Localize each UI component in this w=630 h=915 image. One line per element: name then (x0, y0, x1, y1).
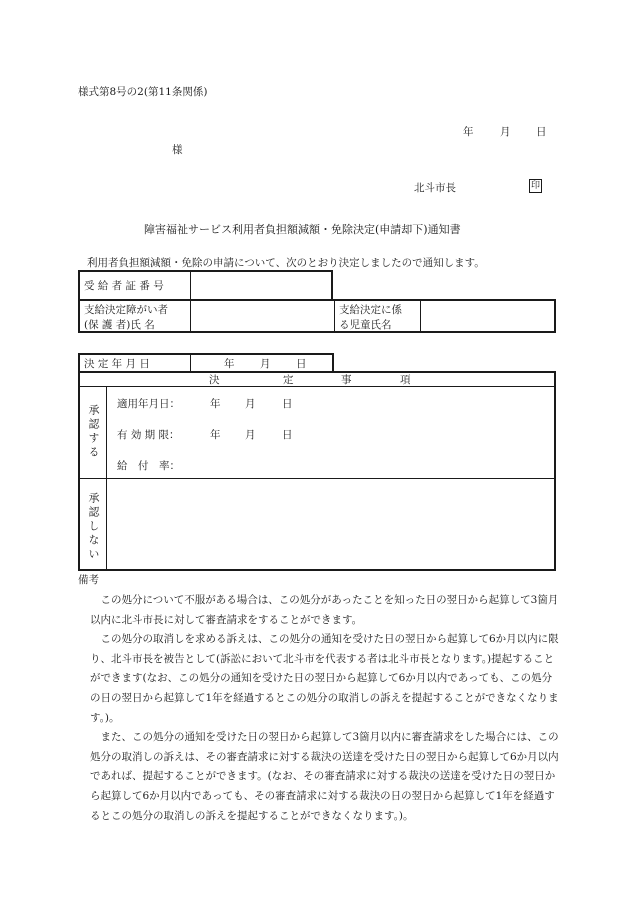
apply-date-label: 適用年月日： (117, 398, 180, 410)
decision-month-label: 月 (260, 358, 271, 370)
child-label-1: 支給決定に係 (339, 304, 402, 316)
apply-year: 年 (210, 398, 221, 410)
apply-month: 月 (245, 398, 256, 410)
remark-1: この処分について不服がある場合は、この処分があったことを知った日の翌日から起算して3箇月以内に北斗市長に対して審査請求をすることができます。 (90, 594, 559, 626)
seal-mark: 印 (530, 181, 540, 191)
intro-text: 利用者負担額減額・免除の申請について、次のとおり決定しましたので通知します。 (87, 257, 485, 269)
valid-month: 月 (245, 429, 256, 441)
addressee-suffix: 様 (172, 144, 183, 156)
matters-header-2: 定 (283, 374, 294, 386)
document-title: 障害福祉サービス利用者負担額減額・免除決定(申請却下)通知書 (144, 223, 461, 236)
decision-year-label: 年 (224, 358, 235, 370)
apply-day: 日 (282, 398, 293, 410)
valid-year: 年 (210, 429, 221, 441)
form-number: 様式第8号の2(第11条関係) (78, 86, 208, 98)
date-year-label: 年 (463, 126, 474, 138)
remarks-body (90, 591, 560, 826)
matters-header-4: 項 (400, 374, 411, 386)
remark-2: この処分の取消しを求める訴えは、この処分の通知を受けた日の翌日から起算して6か月以内に限り、北斗市長を被告として(訴訟において北斗市を代表する者は北斗市長となります。)提起することができます(なお、この処分の通知を受けた日の翌日から起算して6か月以内であっても、この処分の日の翌日から起算して1年を経過するとこの処分の取消しの訴えを提起することができなくなります。)。 (90, 633, 559, 724)
date-month-label: 月 (500, 126, 511, 138)
guardian-label-2: (保 護 者)氏 名 (84, 319, 155, 331)
guardian-label-1: 支給決定障がい者 (84, 304, 168, 316)
remark-3: また、この処分の通知を受けた日の翌日から起算して3箇月以内に審査請求をした場合には、この処分の取消しの訴えは、その審査請求に対する裁決の送達を受けた日の翌日から起算して6か月以内であれば、提起することができます。(なお、その審査請求に対する裁決の送達を受けた日の翌日から起算して6か月以内であっても、その審査請求に対する裁決の日の翌日から起算して1年を経過するとこの処分の取消しの訴えを提起することができなくなります。)。 (90, 731, 559, 822)
decision-day-label: 日 (296, 358, 307, 370)
date-day-label: 日 (536, 126, 547, 138)
child-label-2: る児童氏名 (339, 319, 392, 331)
benefit-rate-label: 給 付 率： (117, 460, 180, 472)
decision-date-label: 決 定 年 月 日 (84, 358, 150, 370)
issuer: 北斗市長 (414, 182, 456, 194)
valid-period-label: 有 効 期 限： (117, 429, 180, 441)
matters-header-1: 決 (209, 374, 220, 386)
remarks-heading: 備考 (78, 574, 99, 586)
cert-number-label: 受 給 者 証 番 号 (84, 280, 164, 292)
matters-header-3: 事 (341, 374, 352, 386)
approve-label: 承認する (87, 404, 100, 460)
valid-day: 日 (282, 429, 293, 441)
reject-label: 承認しない (87, 492, 100, 562)
